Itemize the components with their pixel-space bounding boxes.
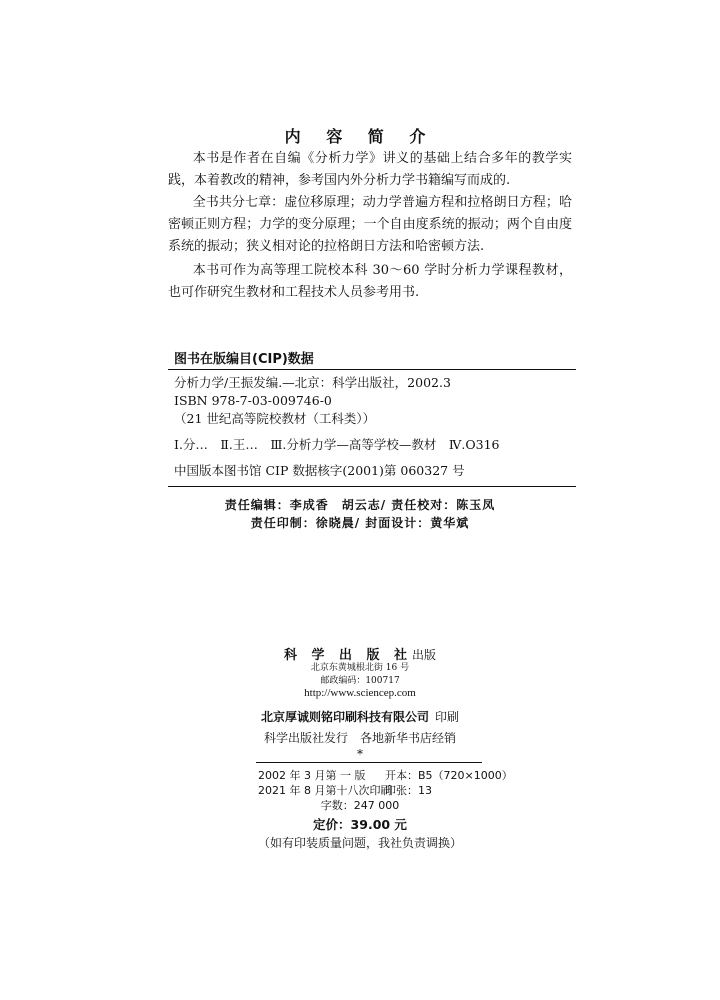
cip-line-1: 分析力学/王振发编.—北京：科学出版社，2002.3 xyxy=(174,375,451,390)
cip-bottom-rule xyxy=(168,486,576,487)
cip-heading: 图书在版编目(CIP)数据 xyxy=(174,352,314,367)
printing-date: 2021 年 8 月第十八次印刷 xyxy=(258,784,392,797)
summary-paragraph-1: 本书是作者在自编《分析力学》讲义的基础上结合多年的教学实践，本着教改的精神，参考国内外分析力学书籍编写而成的. xyxy=(168,151,572,188)
separator-star: * xyxy=(357,747,363,761)
distribution-line: 科学出版社发行 各地新华书店经销 xyxy=(263,731,456,745)
quality-note: （如有印装质量问题，我社负责调换） xyxy=(257,836,462,850)
price: 定价：39.00 元 xyxy=(313,817,407,832)
cip-line-5: 中国版本图书馆 CIP 数据核字(2001)第 060327 号 xyxy=(174,463,465,478)
printer-name: 北京厚诚则铭印刷科技有限公司 xyxy=(260,710,429,724)
publisher-url: http://www.sciencep.com xyxy=(304,687,416,699)
edition-rule xyxy=(256,762,482,763)
cip-line-4: Ⅰ.分… Ⅱ.王… Ⅲ.分析力学—高等学校—教材 Ⅳ.O316 xyxy=(174,437,500,452)
format-info: 开本：B5（720×1000） xyxy=(385,769,513,782)
word-count: 字数：247 000 xyxy=(320,799,400,812)
summary-paragraph-3: 本书可作为高等理工院校本科 30～60 学时分析力学课程教材，也可作研究生教材和工程技术人员参考用书. xyxy=(168,263,572,300)
summary-paragraph-2: 全书共分七章：虚位移原理；动力学普遍方程和拉格朗日方程；哈密顿正则方程；力学的变分原理；一个自由度系统的振动；两个自由度系统的振动；狭义相对论的拉格朗日方法和哈密顿方法. xyxy=(168,195,572,254)
sheets-info: 印张：13 xyxy=(385,784,432,797)
cip-line-2: ISBN 978-7-03-009746-0 xyxy=(174,393,332,408)
printer-line xyxy=(0,706,720,725)
publisher-name: 科 学 出 版 社 xyxy=(283,648,413,663)
summary-title: 内 容 简 介 xyxy=(284,127,436,146)
cip-top-rule xyxy=(168,369,576,370)
publisher-postcode: 邮政编码：100717 xyxy=(320,676,400,686)
publisher-name-suffix: 出版 xyxy=(412,648,437,662)
credits-line-2: 责任印制：徐晓晨/ 封面设计：黄华斌 xyxy=(250,516,470,530)
credits-line-1: 责任编辑：李成香 胡云志/ 责任校对：陈玉凤 xyxy=(224,498,496,512)
printer-suffix: 印刷 xyxy=(435,710,460,724)
publisher-name-line xyxy=(0,644,720,663)
cip-line-3: （21 世纪高等院校教材（工科类）） xyxy=(174,411,376,426)
publisher-address: 北京东黄城根北街 16 号 xyxy=(310,663,410,673)
edition-date: 2002 年 3 月第 一 版 xyxy=(258,769,366,782)
